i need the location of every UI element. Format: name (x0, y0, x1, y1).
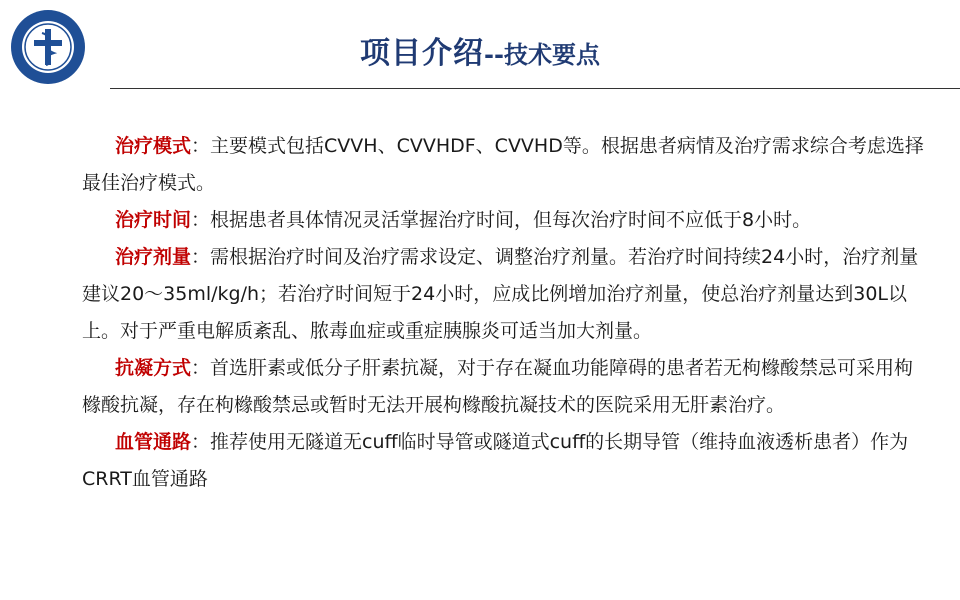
paragraph-text: ：推荐使用无隧道无cuff临时导管或隧道式cuff的长期导管（维持血液透析患者）作为CRRT血管通路 (82, 431, 909, 490)
paragraph-text: ：需根据治疗时间及治疗需求设定、调整治疗剂量。若治疗时间持续24小时，治疗剂量建议20～35ml/kg/h；若治疗时间短于24小时，应成比例增加治疗剂量，使总治疗剂量达到30L以上。对于严重电解质紊乱、脓毒血症或重症胰腺炎可适当加大剂量。 (82, 246, 919, 342)
paragraph-text: ：根据患者具体情况灵活掌握治疗时间，但每次治疗时间不应低于8小时。 (191, 209, 812, 231)
paragraph-label: 治疗时间 (115, 209, 192, 231)
paragraph-label: 治疗剂量 (115, 246, 192, 268)
page-title-main: 项目介绍 (360, 36, 485, 71)
paragraph-anticoagulation (82, 350, 928, 424)
paragraph-treatment-dose (82, 239, 928, 350)
page-title (0, 28, 960, 72)
paragraph-treatment-mode (82, 128, 928, 202)
page-title-sub: --技术要点 (484, 41, 600, 69)
title-divider (110, 88, 960, 89)
paragraph-label: 治疗模式 (115, 135, 192, 157)
paragraph-text: ：主要模式包括CVVH、CVVHDF、CVVHD等。根据患者病情及治疗需求综合考虑选择最佳治疗模式。 (82, 135, 924, 194)
paragraph-text: ：首选肝素或低分子肝素抗凝，对于存在凝血功能障碍的患者若无枸橼酸禁忌可采用枸橼酸抗凝，存在枸橼酸禁忌或暂时无法开展枸橼酸抗凝技术的医院采用无肝素治疗。 (82, 357, 914, 416)
paragraph-treatment-time (82, 202, 928, 239)
paragraph-label: 血管通路 (115, 431, 192, 453)
content-body (82, 128, 928, 498)
paragraph-label: 抗凝方式 (115, 357, 192, 379)
paragraph-vascular-access (82, 424, 928, 498)
